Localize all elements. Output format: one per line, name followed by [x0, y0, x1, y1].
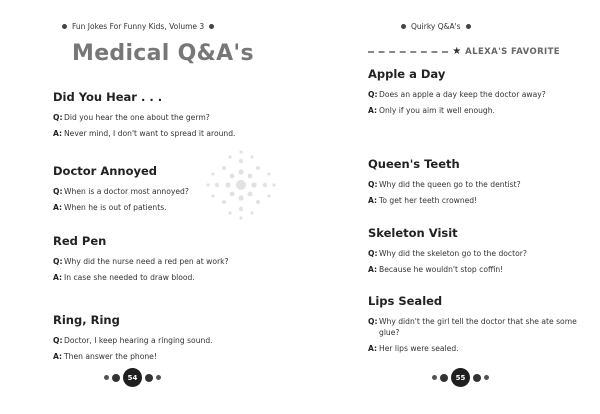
- running-head-text: Quirky Q&A's: [411, 22, 461, 31]
- joke-section: [368, 157, 578, 211]
- answer-text: Never mind, I don't want to spread it around.: [64, 129, 236, 138]
- page-title: Medical Q&A's: [72, 41, 254, 66]
- question-text: Why didn't the girl tell the doctor that she ate some glue?: [379, 317, 577, 337]
- answer-row: A: When he is out of patients.: [53, 202, 263, 213]
- answer-row: A: Never mind, I don't want to spread it around.: [53, 128, 263, 139]
- dot-icon: [156, 375, 161, 380]
- favorite-banner: [368, 46, 560, 57]
- joke-section: [368, 226, 578, 280]
- question-row: Q: Why did the nurse need a red pen at work?: [53, 256, 263, 267]
- joke-section: [53, 90, 263, 144]
- dot-icon: [473, 374, 481, 382]
- answer-text: When he is out of patients.: [64, 203, 167, 212]
- dot-icon: [145, 374, 153, 382]
- question-text: Does an apple a day keep the doctor away?: [379, 90, 546, 99]
- right-page: [300, 0, 600, 414]
- answer-text: To get her teeth crowned!: [379, 196, 478, 205]
- joke-heading: Skeleton Visit: [368, 226, 458, 240]
- joke-heading: Did You Hear . . .: [53, 90, 163, 104]
- star-icon: ★: [452, 46, 462, 57]
- question-text: Doctor, I keep hearing a ringing sound.: [64, 336, 213, 345]
- question-text: Why did the queen go to the dentist?: [379, 180, 521, 189]
- answer-row: A: In case she needed to draw blood.: [53, 272, 263, 283]
- bullet-icon: [62, 24, 67, 29]
- dot-icon: [112, 374, 120, 382]
- joke-heading: Ring, Ring: [53, 313, 120, 327]
- dot-icon: [440, 374, 448, 382]
- joke-heading: Apple a Day: [368, 67, 446, 81]
- question-row: Q: Why did the queen go to the dentist?: [368, 179, 578, 190]
- answer-text: Because he wouldn't stop coffin!: [379, 265, 504, 274]
- answer-row: A: Her lips were sealed.: [368, 343, 578, 354]
- page-number: 55: [451, 368, 470, 387]
- answer-text: Then answer the phone!: [64, 352, 157, 361]
- question-text: Why did the skeleton go to the doctor?: [379, 249, 527, 258]
- joke-heading: Queen's Teeth: [368, 157, 460, 171]
- question-row: Q: Why didn't the girl tell the doctor that she ate some glue?: [368, 317, 577, 337]
- answer-row: A: Only if you aim it well enough.: [368, 105, 578, 116]
- answer-text: Only if you aim it well enough.: [379, 106, 495, 115]
- running-head: [401, 22, 471, 31]
- joke-section: [368, 294, 578, 359]
- joke-section: [53, 234, 263, 288]
- bullet-icon: [466, 24, 471, 29]
- question-text: Why did the nurse need a red pen at work?: [64, 257, 229, 266]
- answer-row: A: Then answer the phone!: [53, 351, 263, 362]
- page-number-marker: [432, 368, 489, 387]
- page-number: 54: [123, 368, 142, 387]
- running-head: [62, 22, 214, 31]
- joke-heading: Red Pen: [53, 234, 107, 248]
- question-row: Q: Did you hear the one about the germ?: [53, 112, 263, 123]
- joke-section: [368, 67, 578, 121]
- dot-icon: [104, 375, 109, 380]
- favorite-label: ALEXA'S FAVORITE: [465, 46, 560, 57]
- question-row: Q: Does an apple a day keep the doctor away?: [368, 89, 578, 100]
- dot-icon: [484, 375, 489, 380]
- dashed-divider: [368, 51, 448, 53]
- question-row: Q: Doctor, I keep hearing a ringing sound.: [53, 335, 263, 346]
- sunburst-dots-icon: [206, 150, 276, 220]
- question-row: Q: When is a doctor most annoyed?: [53, 186, 263, 197]
- joke-section: [53, 313, 263, 367]
- page-number-marker: [104, 368, 161, 387]
- dot-icon: [432, 375, 437, 380]
- answer-text: Her lips were sealed.: [379, 344, 459, 353]
- answer-row: A: Because he wouldn't stop coffin!: [368, 264, 578, 275]
- question-text: When is a doctor most annoyed?: [64, 187, 189, 196]
- question-text: Did you hear the one about the germ?: [64, 113, 210, 122]
- answer-row: A: To get her teeth crowned!: [368, 195, 578, 206]
- joke-heading: Lips Sealed: [368, 294, 443, 308]
- bullet-icon: [209, 24, 214, 29]
- question-row: Q: Why did the skeleton go to the doctor?: [368, 248, 578, 259]
- running-head-text: Fun Jokes For Funny Kids, Volume 3: [72, 22, 205, 31]
- joke-heading: Doctor Annoyed: [53, 164, 158, 178]
- answer-text: In case she needed to draw blood.: [64, 273, 195, 282]
- bullet-icon: [401, 24, 406, 29]
